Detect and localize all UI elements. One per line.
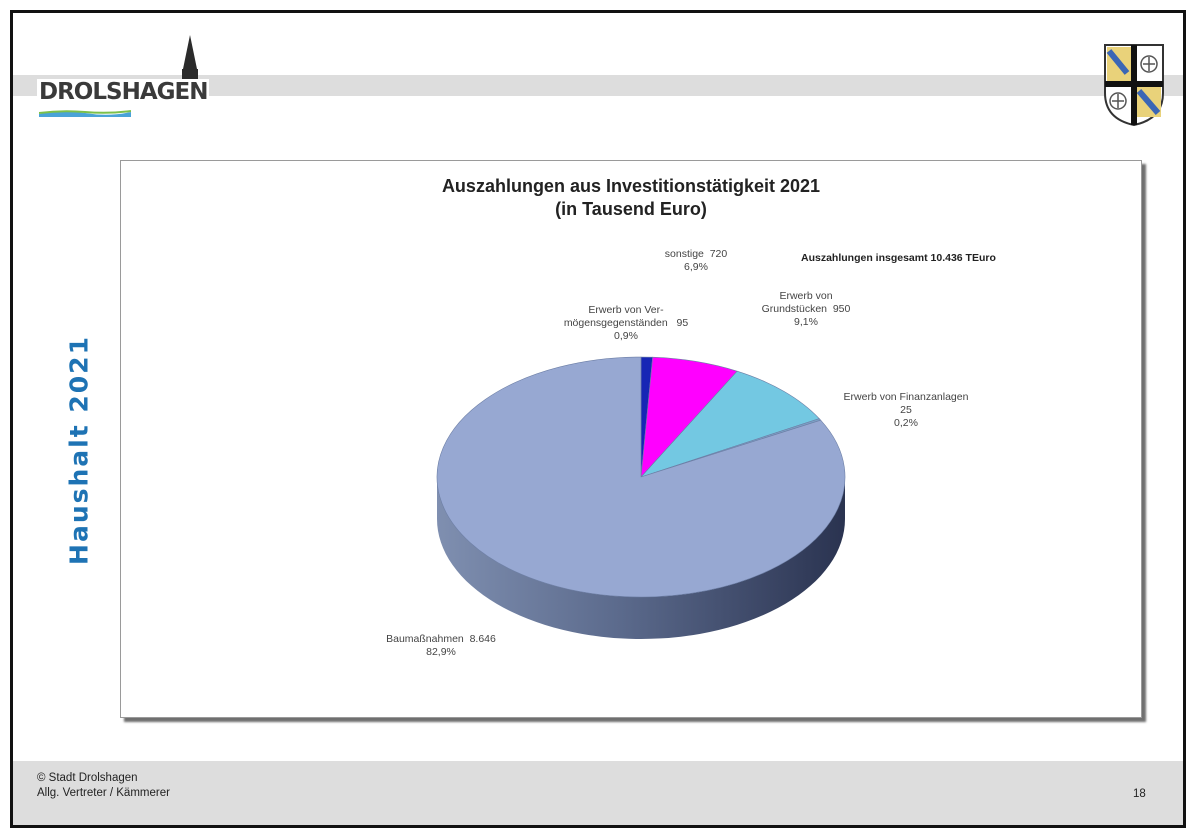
drolshagen-logo <box>33 35 233 125</box>
chart-subtitle: (in Tausend Euro) <box>555 199 707 219</box>
footer-copyright: © Stadt Drolshagen <box>37 772 138 784</box>
slice-label-2: Erwerb von Grundstücken 950 9,1% <box>761 290 851 328</box>
chart-title: Auszahlungen aus Investitionstätigkeit 2021 <box>441 176 821 196</box>
total-note: Auszahlungen insgesamt 10.436 TEuro <box>801 252 996 264</box>
page-number: 18 <box>1133 788 1146 800</box>
footer-role: Allg. Vertreter / Kämmerer <box>37 787 170 799</box>
slice-label-1: sonstige 720 6,9% <box>664 248 728 273</box>
footer-band <box>13 761 1183 828</box>
pie-chart <box>121 161 1141 717</box>
side-title: Haushalt 2021 <box>64 335 94 565</box>
coat-of-arms-icon <box>1103 43 1165 127</box>
logo-wave-icon <box>39 109 131 117</box>
slice-label-3: Erwerb von Finanzanlagen 25 0,2% <box>843 391 969 429</box>
slice-label-4: Baumaßnahmen 8.646 82,9% <box>386 633 496 658</box>
chart-frame <box>120 160 1142 718</box>
slide <box>10 10 1186 828</box>
slice-label-0: Erwerb von Ver- mögensgegenständen 95 0,9% <box>563 304 689 342</box>
logo-text: DROLSHAGEN <box>39 79 208 105</box>
